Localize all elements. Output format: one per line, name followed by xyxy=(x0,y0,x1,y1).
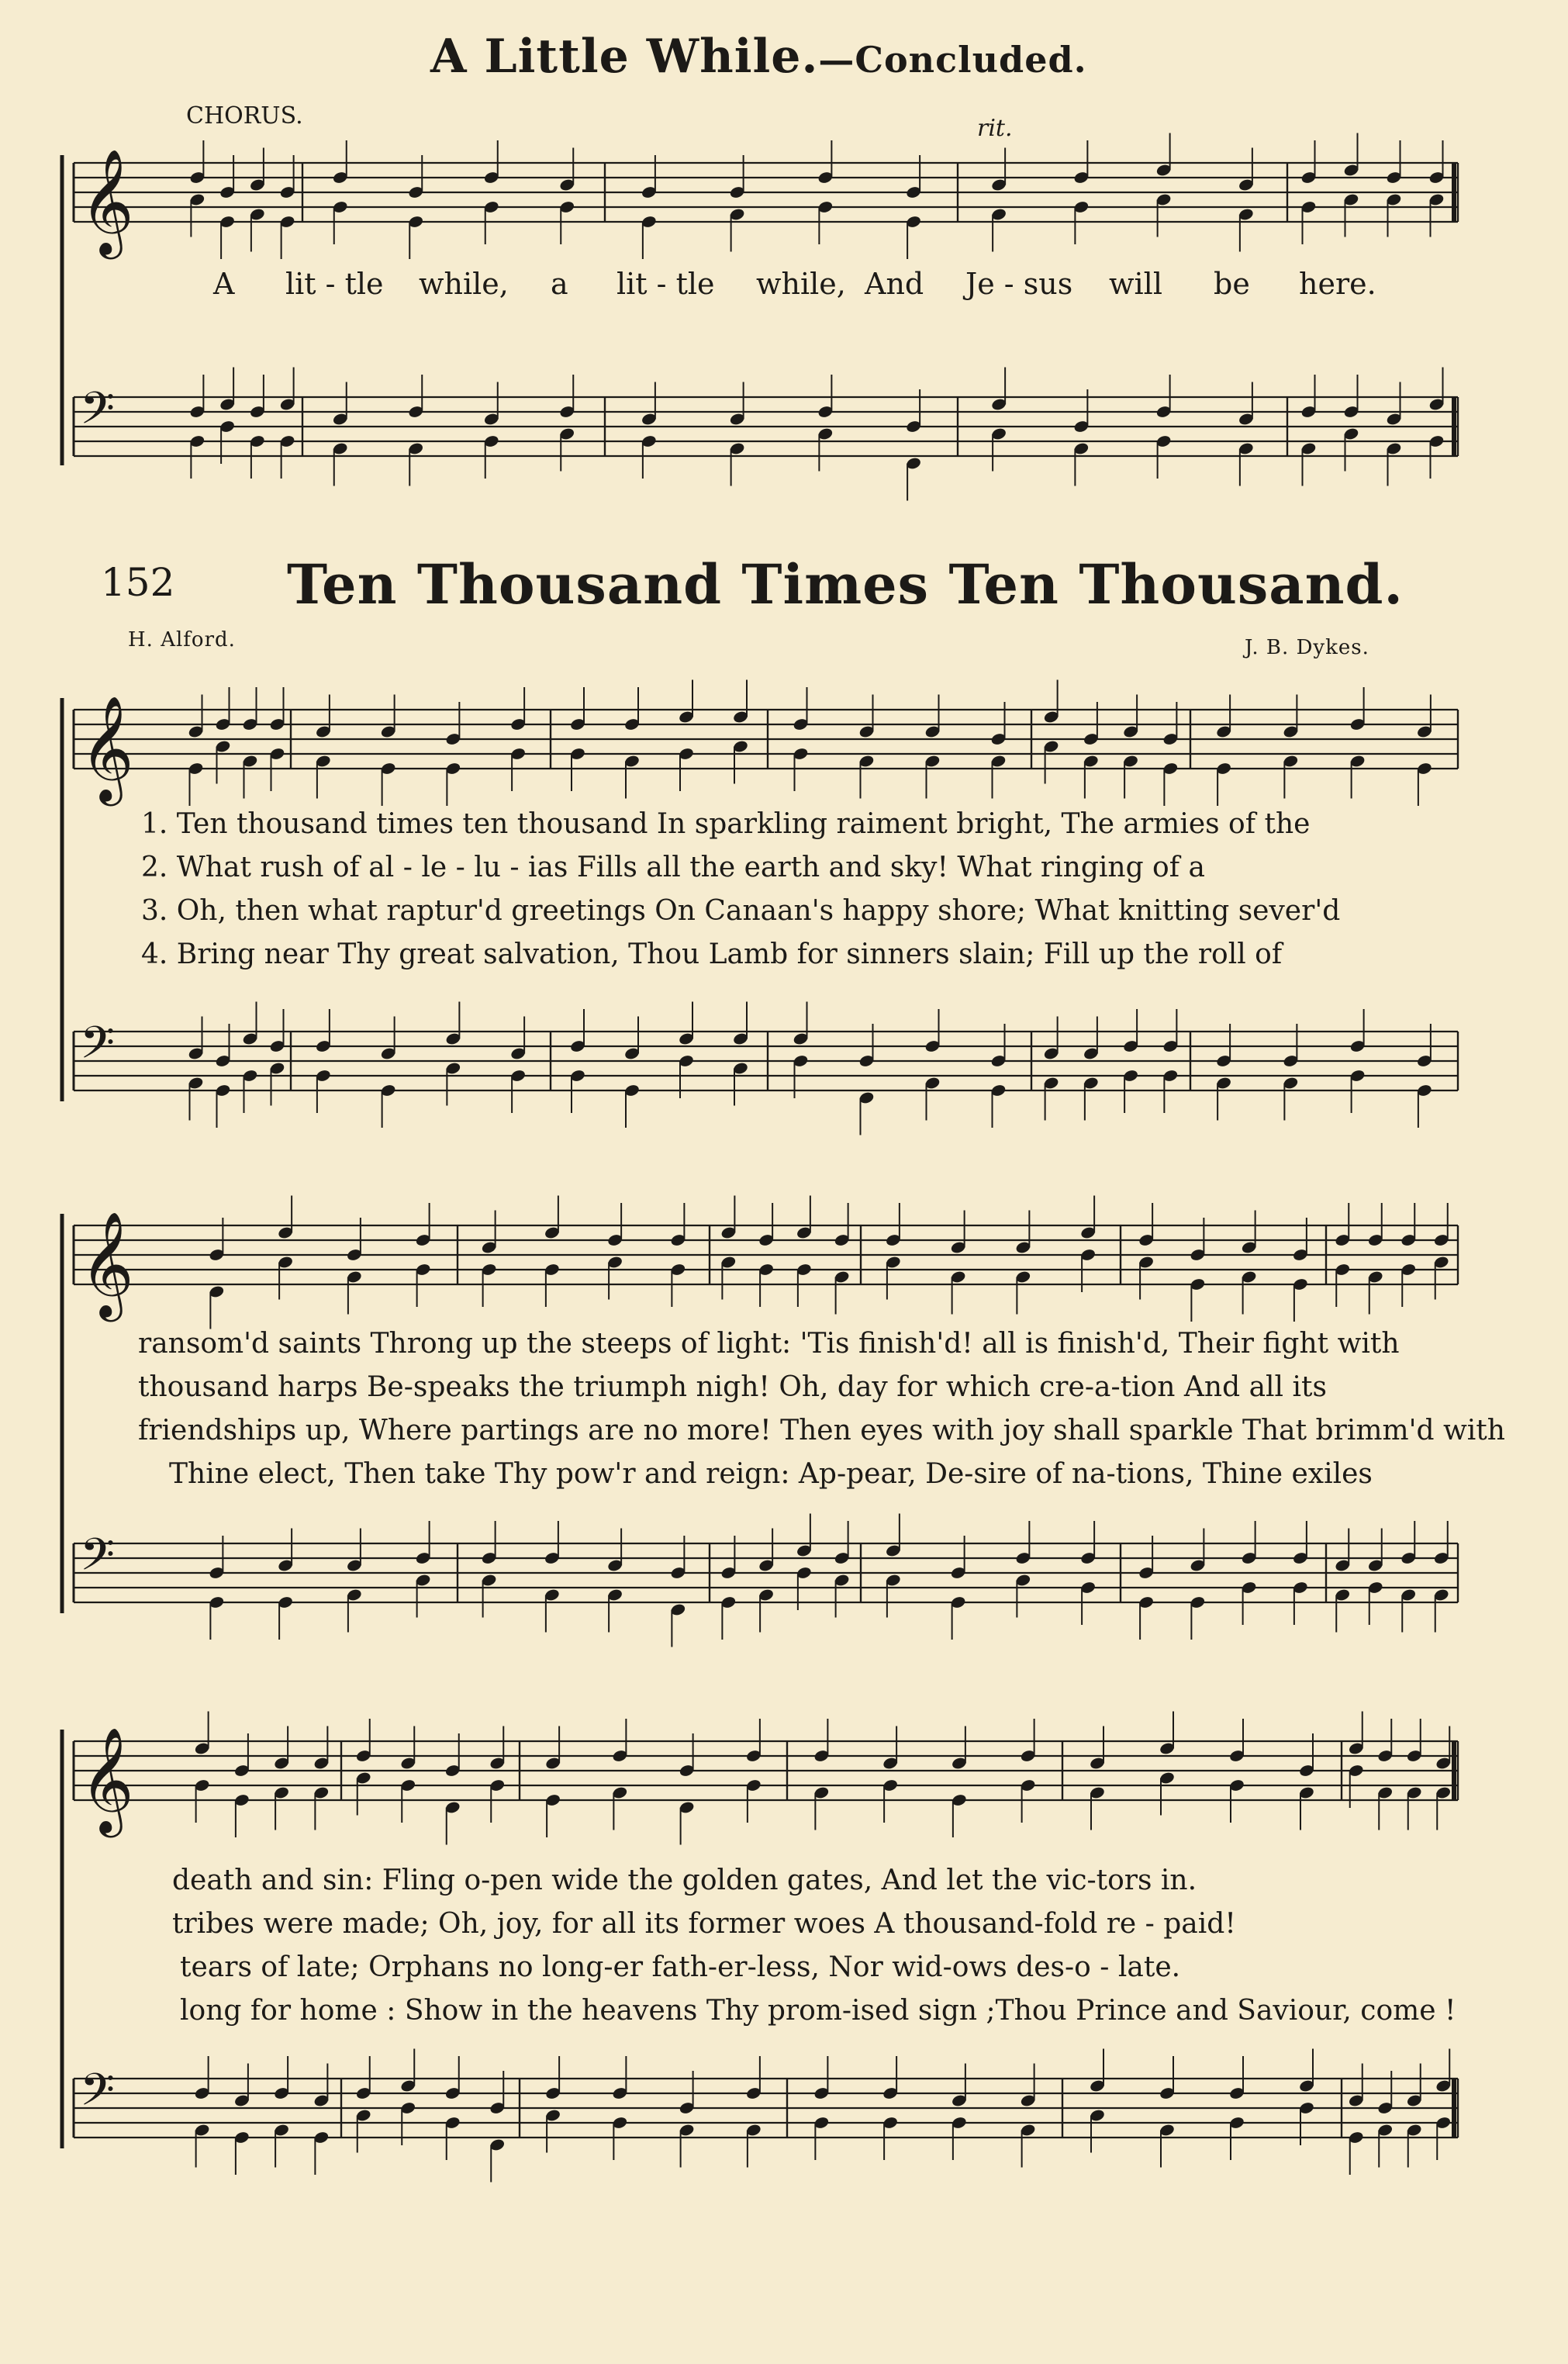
verse-line: tears of late; Orphans no long-er fath-er-less, Nor wid-ows des-o - late. xyxy=(180,1951,1181,1983)
treble-clef-icon: 𝄞 xyxy=(80,147,134,254)
verse-line: Thine elect, Then take Thy pow'r and reign: Ap-pear, De-sire of na-tions, Thine exiles xyxy=(169,1458,1373,1490)
treble-clef-icon: 𝄞 xyxy=(80,694,134,801)
chorus-word: lit - tle xyxy=(285,267,384,301)
title-main: A Little While. xyxy=(430,29,819,84)
chorus-word: while, xyxy=(419,267,509,301)
treble-clef-icon: 𝄞 xyxy=(80,1726,134,1833)
chorus-word: be xyxy=(1214,267,1250,301)
verse-line: ransom'd saints Throng up the steeps of light: 'Tis finish'd! all is finish'd, Their fight with xyxy=(138,1328,1400,1360)
chorus-label: CHORUS. xyxy=(186,102,303,130)
hymn-title: Ten Thousand Times Ten Thousand. xyxy=(287,552,1404,617)
bass-clef-icon: 𝄢 xyxy=(80,1528,116,1592)
verse-line: death and sin: Fling o-pen wide the golden gates, And let the vic-tors in. xyxy=(172,1865,1197,1896)
rit-label: rit. xyxy=(977,115,1013,142)
verse-line: tribes were made; Oh, joy, for all its former woes A thousand-fold re - paid! xyxy=(172,1908,1236,1940)
bass-clef-icon: 𝄢 xyxy=(80,382,116,446)
bass-clef-icon: 𝄢 xyxy=(80,1016,116,1080)
hymn-composer: J. B. Dykes. xyxy=(1245,636,1369,659)
chorus-word: a xyxy=(551,267,568,301)
chorus-word: here. xyxy=(1299,267,1376,301)
verse-line: thousand harps Be-speaks the triumph nigh! Oh, day for which cre-a-tion And all its xyxy=(138,1371,1327,1403)
chorus-word: while, xyxy=(756,267,846,301)
verse-line: long for home : Show in the heavens Thy prom-ised sign ;Thou Prince and Saviour, come ! xyxy=(180,1995,1456,2027)
bass-clef-icon: 𝄢 xyxy=(80,2063,116,2127)
chorus-word: will xyxy=(1109,267,1162,301)
verse-line: 3. Oh, then what raptur'd greetings On Canaan's happy shore; What knitting sever'd xyxy=(141,895,1341,927)
chorus-word: lit - tle xyxy=(616,267,715,301)
title-suffix: —Concluded. xyxy=(818,39,1087,81)
verse-line: friendships up, Where partings are no more! Then eyes with joy shall sparkle That brimm'd with xyxy=(138,1415,1505,1446)
chorus-word: A xyxy=(213,267,235,301)
verse-line: 4. Bring near Thy great salvation, Thou Lamb for sinners slain; Fill up the roll of xyxy=(141,938,1283,970)
treble-clef-icon: 𝄞 xyxy=(80,1210,134,1317)
verse-line: 2. What rush of al - le - lu - ias Fills all the earth and sky! What ringing of a xyxy=(141,852,1205,883)
verse-line: 1. Ten thousand times ten thousand In sparkling raiment bright, The armies of the xyxy=(141,808,1311,840)
chorus-word: Je - sus xyxy=(965,267,1073,301)
chorus-word: And xyxy=(865,267,924,301)
hymn-number: 152 xyxy=(101,560,175,605)
hymn-author: H. Alford. xyxy=(128,628,236,651)
